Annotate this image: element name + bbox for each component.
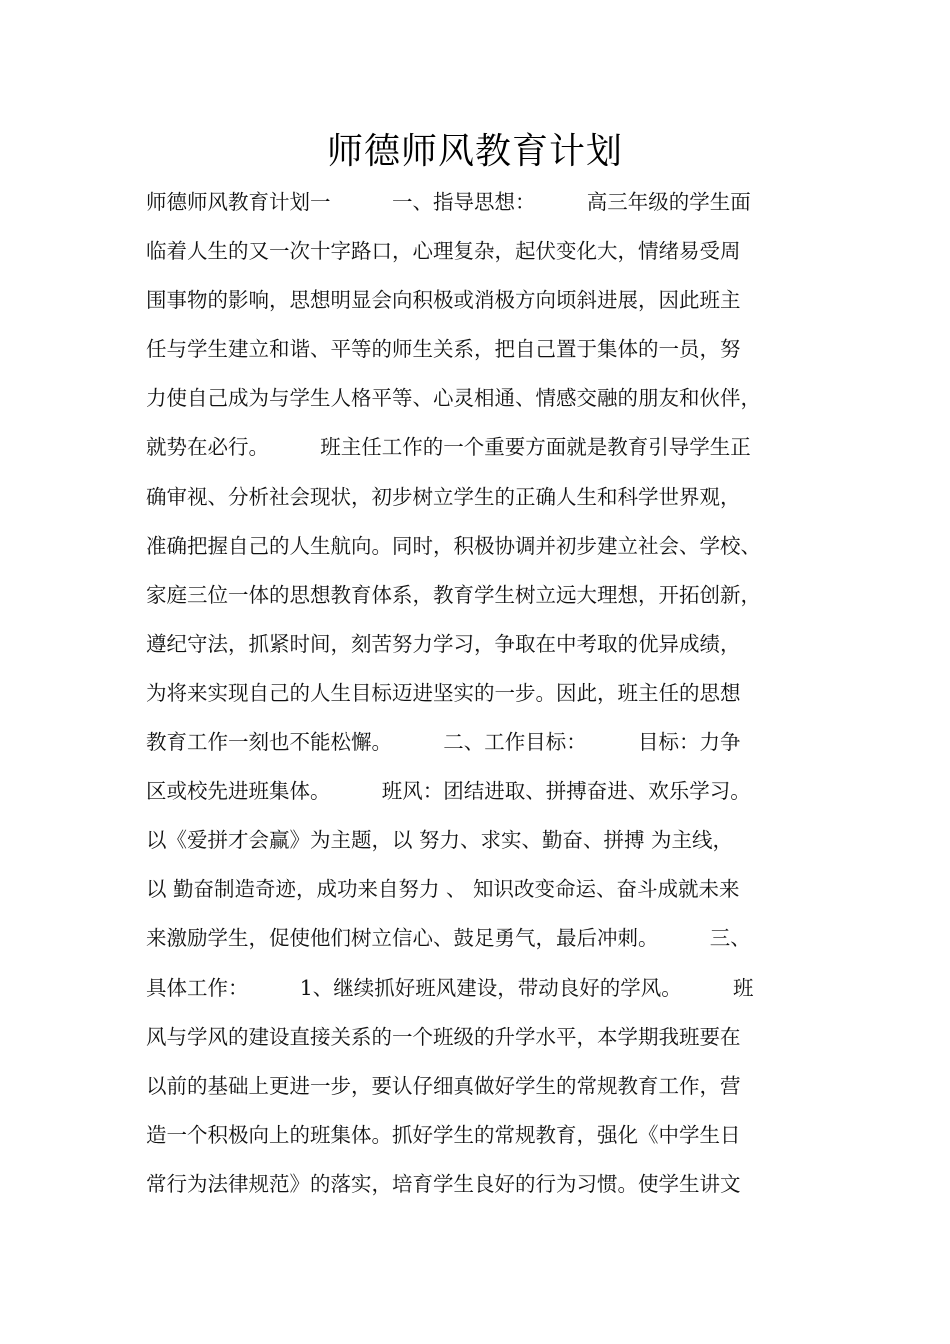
body-line: 准确把握自己的人生航向。同时，积极协调并初步建立社会、学校、 xyxy=(146,533,761,558)
body-line: 力使自己成为与学生人格平等、心灵相通、情感交融的朋友和伙伴， xyxy=(146,386,761,411)
body-line: 以前的基础上更进一步，要认仔细真做好学生的常规教育工作，营 xyxy=(146,1073,741,1098)
body-line: 教育工作一刻也不能松懈。 二、工作目标： 目标：力争 xyxy=(146,730,741,755)
body-line: 围事物的影响，思想明显会向积极或消极方向顷斜进展，因此班主 xyxy=(146,288,741,313)
body-line: 以《爱拼才会赢》为主题，以 努力、求实、勤奋、拼搏 为主线， xyxy=(146,828,734,853)
body-line: 风与学风的建设直接关系的一个班级的升学水平，本学期我班要在 xyxy=(146,1024,741,1049)
body-line: 以 勤奋制造奇迹，成功来自努力 、 知识改变命运、奋斗成就未来 xyxy=(146,877,740,902)
body-line: 师德师风教育计划一 一、指导思想： 高三年级的学生面 xyxy=(146,190,751,214)
body-line: 家庭三位一体的思想教育体系，教育学生树立远大理想，开拓创新， xyxy=(146,582,761,607)
body-line: 为将来实现自己的人生目标迈进坚实的一步。因此，班主任的思想 xyxy=(146,680,741,705)
body-line: 来激励学生，促使他们树立信心、鼓足勇气，最后冲刺。 三、 xyxy=(146,926,751,951)
body-line: 遵纪守法，抓紧时间，刻苦努力学习，争取在中考取的优异成绩， xyxy=(146,631,741,656)
body-line: 任与学生建立和谐、平等的师生关系，把自己置于集体的一员，努 xyxy=(146,337,741,362)
body-line: 确审视、分析社会现状，初步树立学生的正确人生和科学世界观， xyxy=(146,484,741,509)
body-line: 就势在必行。 班主任工作的一个重要方面就是教育引导学生正 xyxy=(146,435,751,460)
document-title: 师德师风教育计划 xyxy=(326,131,623,172)
body-line: 临着人生的又一次十字路口，心理复杂，起伏变化大，情绪易受周 xyxy=(146,239,741,264)
body-line: 造一个积极向上的班集体。抓好学生的常规教育，强化《中学生日 xyxy=(146,1122,741,1147)
document-body xyxy=(146,178,816,1209)
body-line: 具体工作： 1、继续抓好班风建设，带动良好的学风。 班 xyxy=(146,975,754,1000)
body-line: 区或校先进班集体。 班风：团结进取、拼搏奋进、欢乐学习。 xyxy=(146,779,751,804)
body-line: 常行为法律规范》的落实，培育学生良好的行为习惯。使学生讲文 xyxy=(146,1171,741,1196)
